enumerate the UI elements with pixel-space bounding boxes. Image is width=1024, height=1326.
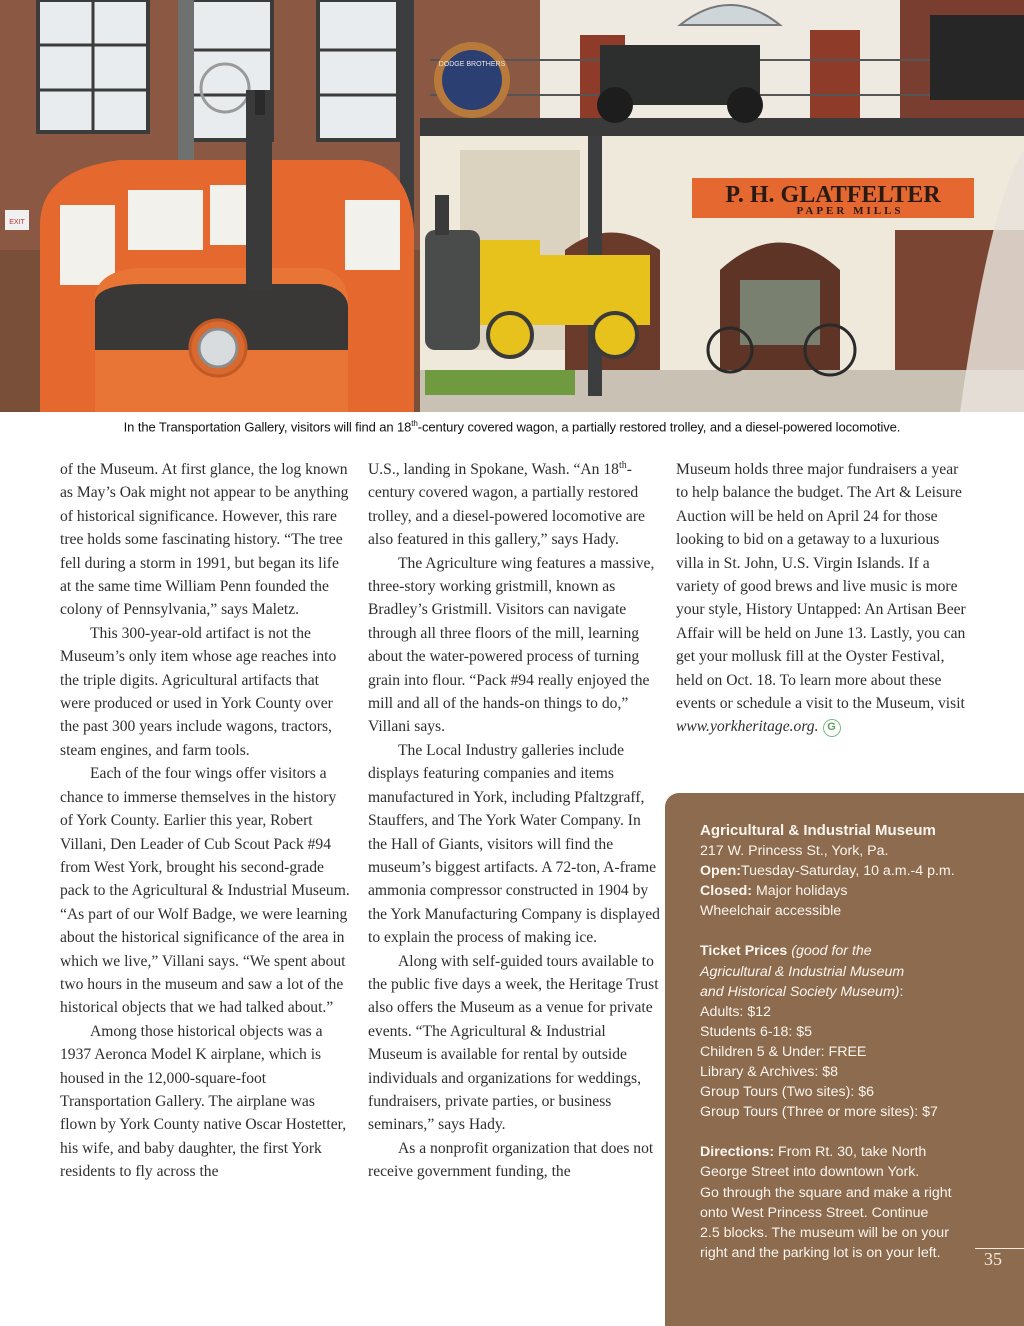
price-item: Group Tours (Two sites): $6 [700, 1084, 874, 1101]
caption-superscript: th [411, 419, 418, 428]
article-column-2 [368, 458, 660, 1184]
paragraph: Among those historical objects was a 1937 Aeronca Model K airplane, which is housed in the 12,000-square-foot Transportation Gallery. The airplane was flown by York County native Oscar Hostetter, his wife, and baby daughter, the first York residents to fly across the [60, 1022, 347, 1181]
superscript: th [618, 459, 627, 471]
ticket-note: Agricultural & Industrial Museum [700, 963, 905, 980]
price-item: Library & Archives: $8 [700, 1064, 838, 1081]
directions-line: Go through the square and make a right [700, 1184, 952, 1201]
paragraph: Each of the four wings offer visitors a chance to immerse themselves in the history of York County. Earlier this year, Robert Villani, Den Leader of Cub Scout Pack #94 from West York, brought his second-grade pack to the Agricultural & Industrial Museum. “As part of our Wolf Badge, we were learning about the historical significance of the area in which we live,” Villani says. “We spent about two hours in the museum and saw a lot of the historical objects that we had talked about.” [60, 765, 350, 1017]
caption-text-end: -century covered wagon, a partially restored trolley, and a diesel-powered locomotive. [417, 419, 901, 435]
paragraph: Along with self-guided tours available to the public five days a week, the Heritage Trust also offers the Museum as a venue for private events. “The Agricultural & Industrial Museum is available for rental by outside individuals and organizations for weddings, fundraisers, private parties, or business seminars,” says Hady. [368, 952, 659, 1134]
info-title: Agricultural & Industrial Museum [700, 822, 936, 839]
ticket-prices-label: Ticket Prices [700, 943, 788, 960]
end-mark-icon: G [823, 719, 841, 737]
price-item: Children 5 & Under: FREE [700, 1043, 867, 1060]
directions-line: From Rt. 30, take North [774, 1144, 927, 1161]
ticket-colon: : [899, 983, 904, 1000]
closed-label: Closed: [700, 883, 753, 900]
museum-photo [0, 0, 1024, 412]
closed-value: Major holidays [752, 883, 848, 900]
website-link[interactable]: www.yorkheritage.org. [676, 718, 819, 736]
page-number: 35 [984, 1249, 1002, 1269]
open-hours: Tuesday-Saturday, 10 a.m.-4 p.m. [740, 863, 955, 880]
glatfelter-sign-title: P. H. GLATFELTER [725, 182, 941, 208]
transportation-gallery-illustration [0, 0, 1024, 412]
paragraph: The Agriculture wing features a massive, three-story working gristmill, known as Bradley’s Gristmill. Visitors can navigate through all three floors of the mill, learning about the water-powered process of turning grain into flour. “Pack #94 really enjoyed the mill and all of the hands-on things to do,” Villani says. [368, 554, 655, 736]
paragraph-text: U.S., landing in Spokane, Wash. “An 18 [368, 461, 619, 478]
article-column-1 [60, 458, 352, 1184]
directions-line: onto West Princess Street. Continue [700, 1204, 929, 1221]
paragraph: As a nonprofit organization that does not receive government funding, the [368, 1139, 654, 1181]
exit-sign: EXIT [9, 219, 25, 226]
price-item: Group Tours (Three or more sites): $7 [700, 1104, 938, 1121]
directions-label: Directions: [700, 1144, 775, 1161]
directions-line: 2.5 blocks. The museum will be on your [700, 1224, 949, 1241]
paragraph-text: Museum holds three major fundraisers a year to help balance the budget. The Art & Leisure Auction will be held on April 24 for those looking to bid on a getaway to a luxurious villa in St. John, U.S. Virgin Islands. If a variety of good brews and live music is more your style, History Untapped: An Artisan Beer Affair will be held on June 13. Lastly, you can get your mollusk fill at the Oyster Festival, held on Oct. 18. To learn more about these events or schedule a visit to the Museum, visit [676, 461, 966, 713]
emblem-text: DODGE BROTHERS [438, 61, 506, 68]
price-item: Students 6-18: $5 [700, 1023, 813, 1040]
directions-line: George Street into downtown York. [700, 1164, 920, 1181]
ticket-note: and Historical Society Museum) [700, 983, 900, 1000]
info-address: 217 W. Princess St., York, Pa. [700, 843, 889, 860]
paragraph: of the Museum. At first glance, the log known as May’s Oak might not appear to be anything of historical significance. However, this rare tree holds some fascinating history. “The tree fell during a storm in 1991, but began its life at the same time William Penn founded the colony of Pennsylvania,” says Maletz. [60, 461, 349, 619]
open-label: Open: [700, 863, 741, 880]
photo-caption [0, 419, 1024, 434]
paragraph [368, 458, 660, 552]
paragraph: This 300-year-old artifact is not the Museum’s only item whose age reaches into the triple digits. Agricultural artifacts that were produced or used in York County over the past 300 years include wagons, tractors, steam engines, and farm tools. [60, 624, 337, 759]
accessibility-note: Wheelchair accessible [700, 903, 842, 920]
museum-info-text [700, 821, 1000, 1263]
article-column-3 [676, 458, 968, 739]
glatfelter-sign-subtitle: PAPER MILLS [796, 205, 904, 217]
paragraph: The Local Industry galleries include displays featuring companies and items manufactured in York, including Pfaltzgraff, Stauffers, and The York Water Company. In the Hall of Giants, visitors will find the museum’s biggest artifacts. A 72-ton, A-frame ammonia compressor constructed in 1904 by the York Manufacturing Company is displayed to explain the process of making ice. [368, 741, 660, 947]
price-item: Adults: $12 [700, 1003, 771, 1020]
caption-text-start: In the Transportation Gallery, visitors will find an 18 [123, 419, 412, 435]
directions-line: right and the parking lot is on your left. [700, 1244, 941, 1261]
ticket-note: (good for the [787, 943, 872, 960]
paragraph-text: -century covered wagon, a partially restored trolley, and a diesel-powered locomotive are also featured in this gallery,” says Hady. [368, 461, 645, 549]
paragraph [676, 458, 968, 739]
